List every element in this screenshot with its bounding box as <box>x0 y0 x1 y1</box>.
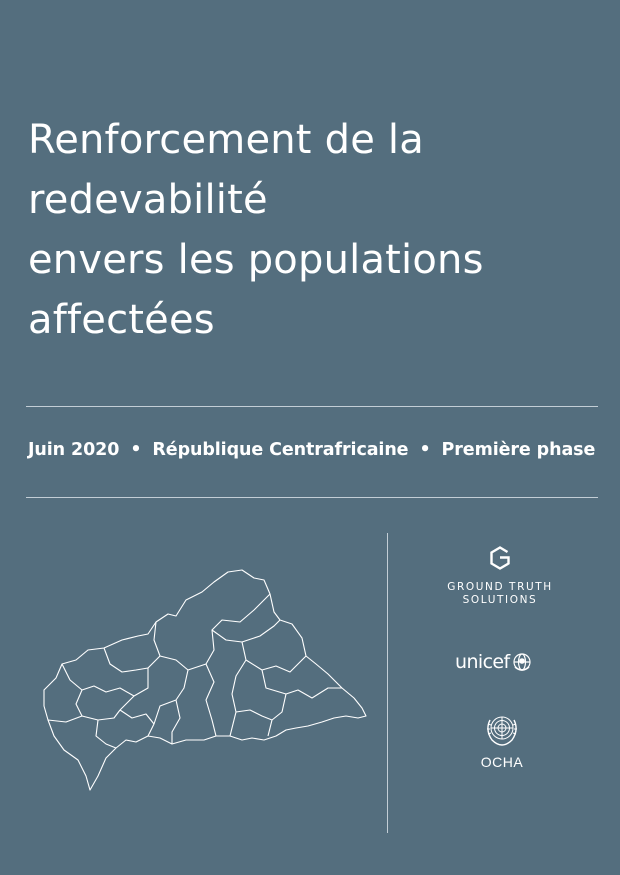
ground-truth-solutions-logo <box>430 545 570 607</box>
un-emblem-icon <box>482 710 522 750</box>
region-boundary <box>48 710 120 722</box>
region-boundary <box>62 664 134 696</box>
car-map-icon <box>36 560 372 800</box>
region-boundary <box>172 670 188 744</box>
title-line-3: envers les populations <box>28 237 484 283</box>
region-boundary <box>212 620 280 642</box>
unicef-logo <box>455 648 532 676</box>
gts-name-line2: SOLUTIONS <box>462 594 538 606</box>
report-country: République Centrafricaine <box>152 440 409 460</box>
top-divider <box>26 406 598 407</box>
title-line-2: redevabilité <box>28 177 268 223</box>
region-boundary <box>268 694 286 736</box>
vertical-divider <box>387 533 388 833</box>
title-line-1: Renforcement de la <box>28 117 424 163</box>
region-boundary <box>230 642 246 736</box>
region-boundary <box>96 720 116 748</box>
title-line-4: affectées <box>28 297 215 343</box>
bullet-separator: • <box>130 440 142 460</box>
region-boundary <box>262 670 342 698</box>
region-boundary <box>120 710 154 736</box>
gts-name-line1: GROUND TRUTH <box>447 581 553 593</box>
region-boundary <box>104 648 148 672</box>
region-boundary <box>76 690 82 716</box>
ocha-wordmark: OCHA <box>480 754 524 770</box>
unicef-emblem-icon <box>512 652 532 672</box>
region-boundary <box>206 664 216 736</box>
region-boundary <box>236 710 272 720</box>
report-phase: Première phase <box>441 440 596 460</box>
region-boundary <box>154 700 176 724</box>
country-outline <box>44 570 366 790</box>
ocha-logo <box>470 710 534 770</box>
unicef-wordmark: unicef <box>455 651 510 673</box>
report-title <box>28 110 598 350</box>
bottom-divider <box>26 497 598 498</box>
report-date: Juin 2020 <box>28 440 120 460</box>
region-boundary <box>246 656 306 672</box>
report-subtitle <box>28 440 600 460</box>
bullet-separator: • <box>419 440 431 460</box>
ground-truth-solutions-icon <box>489 545 511 571</box>
